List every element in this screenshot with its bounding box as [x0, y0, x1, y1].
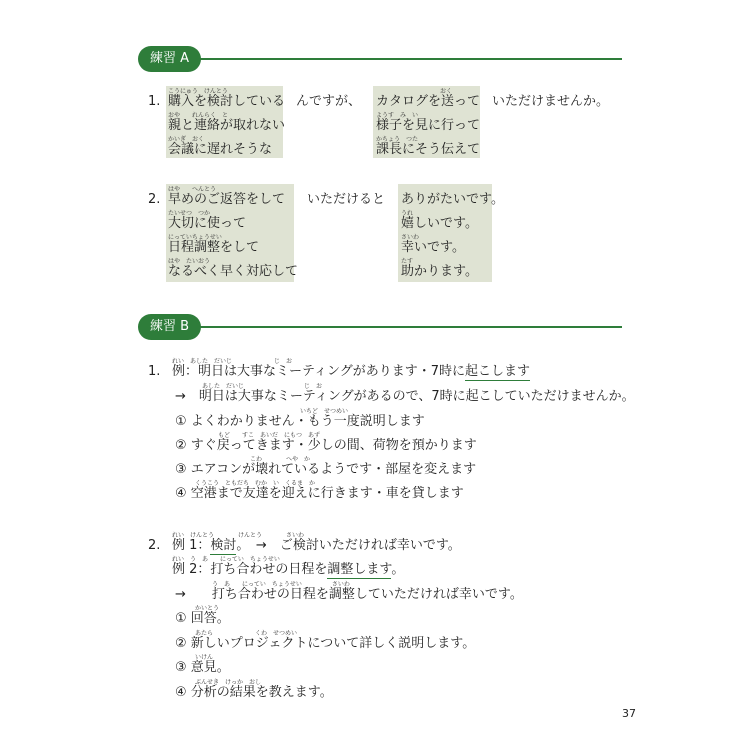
a2-ruby-a2: にっていちょうせい — [168, 234, 222, 241]
a1-ruby-a1: おや れんらく と — [168, 112, 229, 119]
b2-ex1-text: 。 → ご検討いただければ幸いです。 — [236, 538, 461, 553]
b2-answer-ruby: う あ にってい ちょうせい さいわ — [212, 581, 350, 588]
a1-ruby-a2: かいぎ おく — [168, 136, 205, 143]
b2-example-2 — [172, 560, 404, 580]
page-number: 37 — [622, 707, 636, 720]
a1-option-a1: 親と連絡が取れない — [168, 118, 286, 133]
b2-example-1 — [172, 536, 461, 556]
a2-ruby-b3: たす — [401, 258, 414, 265]
a2-ruby-a0: はや へんとう — [168, 186, 217, 193]
a2-option-b1: 嬉しいです。 — [401, 216, 478, 231]
b1-example-label: 例： — [172, 364, 199, 379]
a1-connector: んですが、 — [296, 94, 362, 109]
section-a-header — [138, 46, 622, 72]
b2-item-0: ① 回答。 — [175, 611, 230, 626]
a2-number: 2. — [148, 192, 161, 207]
a2-ruby-a3: はや たいおう — [168, 258, 211, 265]
a2-option-a3: なるべく早く対応して — [168, 264, 299, 279]
a1-number: 1. — [148, 94, 161, 109]
b2-ex1-label: 例 1： — [172, 538, 211, 553]
b2-item-ruby-3: ぶんせき けっか おし — [195, 679, 262, 686]
a2-option-a2: 日程調整をして — [168, 240, 260, 255]
b1-item-ruby-3: くうこう ともだち むか い くるま か — [195, 480, 316, 487]
a1-option-a0: 購入を検討している — [168, 94, 286, 109]
a2-option-a1: 大切に使って — [168, 216, 247, 231]
b1-answer-ruby: あした だいじ じ お — [202, 383, 323, 390]
b2-item-2: ③ 意見。 — [175, 660, 230, 675]
section-b-title: 練習 B — [138, 314, 201, 340]
b1-item-3: ④ 空港まで友達を迎えに行きます・車を貸します — [175, 486, 464, 501]
b2-ex2-underlined: 調整します — [327, 562, 392, 577]
b1-item-ruby-0: いちど せつめい — [300, 408, 349, 415]
b1-item-1: ② すぐ戻ってきます・少しの間、荷物を預かります — [175, 438, 477, 453]
a2-option-b2: 幸いです。 — [401, 240, 465, 255]
b1-example-ruby: れい あした だいじ じ お — [172, 358, 293, 365]
a1-option-b2: 課長にそう伝えて — [376, 142, 481, 157]
b1-item-ruby-2: こわ へや か — [250, 456, 311, 463]
a1-option-b0: カタログを送って — [376, 94, 481, 109]
a1-ruby-a0: こうにゅう けんとう — [168, 88, 228, 95]
b2-ex2-end: 。 — [391, 562, 405, 577]
b2-ex2-ruby: れい う あ にってい ちょうせい — [172, 556, 280, 563]
section-a-rule — [198, 58, 622, 60]
a2-ruby-b2: さいわ — [401, 234, 420, 241]
b1-item-ruby-1: もど すこ あいだ にもつ あず — [218, 432, 321, 439]
b2-number: 2. — [148, 538, 161, 553]
a2-ruby-b1: うれ — [401, 210, 414, 217]
b1-item-2: ③ エアコンが壊れているようです・部屋を変えます — [175, 462, 477, 477]
b2-item-ruby-2: いけん — [195, 654, 214, 661]
a1-option-b1: 様子を見に行って — [376, 118, 481, 133]
b1-example-underlined: 起こします — [465, 364, 531, 379]
a1-ruby-b1: ようす み い — [376, 112, 419, 119]
b2-ex1-underlined: 検討 — [210, 538, 237, 553]
b2-ex2-text: 打ち合わせの日程を — [210, 562, 328, 577]
b1-example-text: 明日は大事なミーティングがあります・7時に — [198, 364, 465, 379]
b1-answer: → 明日は大事なミーティングがあるので、7時に起こしていただけませんか。 — [175, 389, 635, 404]
b1-number: 1. — [148, 364, 161, 379]
a1-ruby-b2: かちょう つた — [376, 136, 419, 143]
b2-item-1: ② 新しいプロジェクトについて詳しく説明します。 — [175, 636, 476, 651]
a2-ruby-a1: たいせつ つか — [168, 210, 211, 217]
section-b-rule — [198, 326, 622, 328]
section-a-title: 練習 A — [138, 46, 201, 72]
b2-ex2-label: 例 2： — [172, 562, 211, 577]
b2-ex1-ruby: れい けんとう けんとう さいわ — [172, 532, 305, 539]
a2-connector: いただけると — [307, 192, 386, 207]
b2-item-3: ④ 分析の結果を教えます。 — [175, 685, 333, 700]
b1-item-0: ① よくわかりません・もう一度説明します — [175, 414, 425, 429]
b2-item-ruby-0: かいとう — [195, 605, 220, 612]
b1-example — [172, 362, 530, 382]
a2-option-a0: 早めのご返答をして — [168, 192, 286, 207]
a2-option-b0: ありがたいです。 — [401, 192, 504, 207]
b2-item-ruby-1: あたら くわ せつめい — [195, 630, 298, 637]
b2-answer: → 打ち合わせの日程を調整していただければ幸いです。 — [175, 587, 523, 602]
a1-option-a2: 会議に遅れそうな — [168, 142, 273, 157]
section-b-header — [138, 314, 622, 340]
a1-ruby-b0: おく — [440, 88, 453, 95]
a1-ending: いただけませんか。 — [492, 94, 610, 109]
a2-option-b3: 助かります。 — [401, 264, 478, 279]
